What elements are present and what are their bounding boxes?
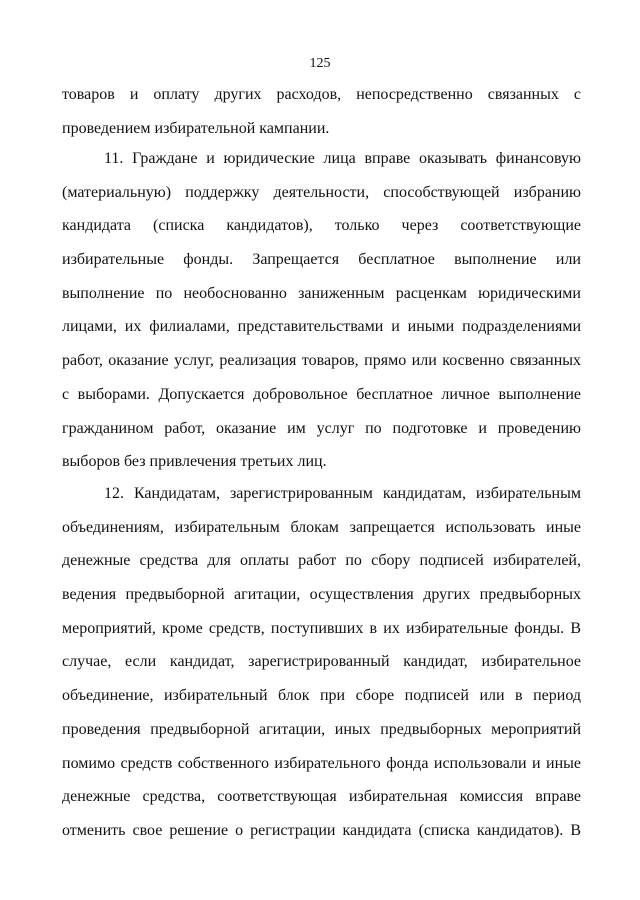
paragraph-carryover [62, 78, 581, 145]
text-line: 11. Граждане и юридические лица вправе оказывать финансовую [104, 150, 581, 167]
paragraph-item-11 [62, 142, 581, 479]
text-line: выполнение по необоснованно заниженным расценкам юридическими [62, 284, 581, 302]
text-line: проведения предвыборной агитации, иных предвыборных мероприятий [62, 720, 581, 738]
text-line: мероприятий, кроме средств, поступивших в их избирательные фонды. В [62, 619, 581, 637]
text-line: (материальную) поддержку деятельности, способствующей избранию [62, 183, 581, 201]
text-line: гражданином работ, оказание им услуг по подготовке и проведению [62, 419, 581, 437]
text-line: помимо средств собственного избирательного фонда использовали и иные [62, 754, 581, 772]
text-line: денежные средства, соответствующая избирательная комиссия вправе [62, 788, 581, 806]
text-line: случае, если кандидат, зарегистрированный кандидат, избирательное [62, 653, 581, 671]
text-line: кандидата (списка кандидатов), только через соответствующие [62, 217, 581, 235]
text-line: денежные средства для оплаты работ по сбору подписей избирателей, [62, 552, 581, 570]
paragraph-item-12 [62, 477, 581, 848]
text-line: лицами, их филиалами, представительствами и иными подразделениями [62, 318, 581, 336]
text-line: объединение, избирательный блок при сборе подписей или в период [62, 687, 581, 705]
text-line: отменить свое решение о регистрации кандидата (списка кандидатов). В [62, 821, 581, 839]
page-number: 125 [309, 56, 331, 71]
text-line: ведения предвыборной агитации, осуществления других предвыборных [62, 586, 581, 604]
text-line: проведением избирательной кампании. [62, 119, 330, 137]
text-line: работ, оказание услуг, реализация товаров, прямо или косвенно связанных [62, 352, 581, 370]
text-line: выборов без привлечения третьих лиц. [62, 453, 327, 471]
text-line: 12. Кандидатам, зарегистрированным кандидатам, избирательным [104, 485, 581, 502]
text-line: товаров и оплату других расходов, непосредственно связанных с [62, 86, 581, 103]
text-line: избирательные фонды. Запрещается бесплатное выполнение или [62, 251, 581, 269]
text-line: объединениям, избирательным блокам запрещается использовать иные [62, 518, 581, 536]
text-line: с выборами. Допускается добровольное бесплатное личное выполнение [62, 385, 581, 403]
